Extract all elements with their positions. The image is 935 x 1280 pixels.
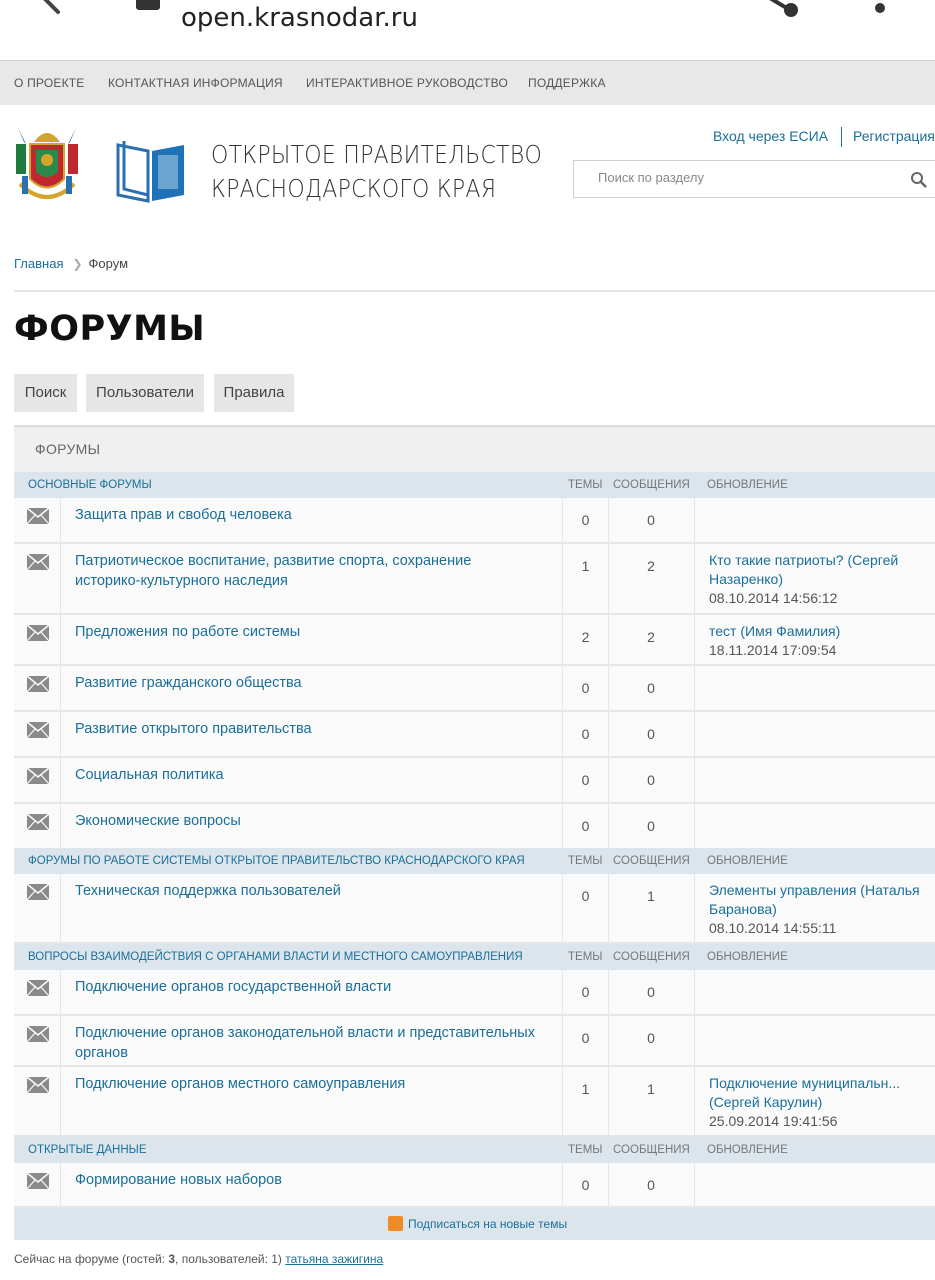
- rss-icon: [388, 1216, 403, 1231]
- brand-line-1: ОТКРЫТОЕ ПРАВИТЕЛЬСТВО: [211, 140, 543, 169]
- section-search-box: [573, 160, 935, 198]
- col-messages: СООБЩЕНИЯ: [613, 951, 690, 963]
- nav-support[interactable]: ПОДДЕРЖКА: [528, 76, 606, 90]
- envelope-icon: [14, 1067, 61, 1135]
- messages-cell: [608, 615, 695, 664]
- register-link[interactable]: Регистрация: [853, 128, 935, 144]
- messages-count: 0: [647, 512, 655, 528]
- forum-section-header: [14, 944, 935, 970]
- messages-count: 0: [647, 726, 655, 742]
- divider: [14, 290, 935, 292]
- online-user-link[interactable]: татьяна зажигина: [285, 1252, 384, 1266]
- chevron-right-icon: ❯: [72, 257, 83, 271]
- section-name[interactable]: ФОРУМЫ ПО РАБОТЕ СИСТЕМЫ ОТКРЫТОЕ ПРАВИТЕЛЬСТВО КРАСНОДАРСКОГО КРАЯ: [28, 855, 525, 867]
- forum-section-header: [14, 848, 935, 874]
- forum-title-link[interactable]: Подключение органов государственной власти: [75, 979, 392, 995]
- subscribe-link[interactable]: Подписаться на новые темы: [408, 1217, 568, 1231]
- topics-count: 0: [581, 1030, 590, 1046]
- topics-cell: [562, 758, 609, 802]
- messages-count: 1: [647, 888, 655, 904]
- last-update-link[interactable]: Элементы управления (Наталья Баранова): [709, 882, 920, 917]
- col-topics: ТЕМЫ: [568, 855, 603, 867]
- messages-count: 0: [647, 984, 655, 1000]
- breadcrumb-current: Форум: [88, 256, 129, 271]
- tabs-icon[interactable]: [136, 0, 160, 10]
- online-guests-count: 3: [168, 1252, 176, 1266]
- site-brand[interactable]: [211, 138, 542, 206]
- envelope-icon: [14, 1163, 61, 1206]
- last-update-link[interactable]: тест (Имя Фамилия): [709, 623, 841, 639]
- envelope-icon: [14, 804, 61, 848]
- forum-title-link[interactable]: Формирование новых наборов: [75, 1172, 282, 1188]
- messages-count: 1: [647, 1081, 655, 1097]
- forum-title-link[interactable]: Подключение органов местного самоуправления: [75, 1076, 406, 1092]
- topics-cell: [562, 970, 609, 1014]
- topics-count: 0: [581, 818, 590, 834]
- topics-cell: [562, 544, 609, 613]
- envelope-icon: [14, 712, 61, 756]
- topics-count: 2: [581, 629, 590, 645]
- book-logo-icon[interactable]: [114, 137, 188, 203]
- col-topics: ТЕМЫ: [568, 951, 603, 963]
- messages-cell: [608, 712, 695, 756]
- forum-title-link[interactable]: Защита прав и свобод человека: [75, 507, 292, 523]
- forum-title-link[interactable]: Развитие гражданского общества: [75, 675, 302, 691]
- last-update: [709, 1074, 935, 1131]
- forum-row: [14, 970, 935, 1016]
- forum-title-link[interactable]: Техническая поддержка пользователей: [75, 883, 341, 899]
- section-name[interactable]: ОСНОВНЫЕ ФОРУМЫ: [28, 479, 152, 491]
- search-button[interactable]: Поиск: [14, 374, 77, 412]
- topics-count: 0: [581, 1177, 590, 1193]
- forum-row: [14, 1163, 935, 1208]
- forum-row: [14, 615, 935, 666]
- back-arrow-icon[interactable]: [30, 0, 70, 18]
- topics-cell: [562, 1016, 609, 1065]
- messages-cell: [608, 874, 695, 942]
- col-messages: СООБЩЕНИЯ: [613, 479, 690, 491]
- messages-cell: [608, 666, 695, 710]
- online-users: [14, 1252, 383, 1266]
- messages-count: 0: [647, 1030, 655, 1046]
- col-topics: ТЕМЫ: [568, 1144, 603, 1156]
- topics-cell: [562, 874, 609, 942]
- forum-row: [14, 758, 935, 804]
- page-title: ФОРУМЫ: [14, 309, 206, 349]
- topics-cell: [562, 666, 609, 710]
- messages-cell: [608, 1016, 695, 1065]
- forum-row: [14, 712, 935, 758]
- forums-panel-header: [14, 425, 935, 473]
- messages-cell: [608, 1067, 695, 1135]
- last-update-date: 18.11.2014 17:09:54: [709, 642, 837, 658]
- forum-row: [14, 666, 935, 712]
- last-update-date: 08.10.2014 14:56:12: [709, 590, 838, 606]
- forum-row: [14, 804, 935, 850]
- last-update-link[interactable]: Кто такие патриоты? (Сергей Назаренко): [709, 552, 899, 587]
- online-middle: , пользователей: 1): [175, 1252, 286, 1266]
- messages-count: 0: [647, 680, 655, 696]
- topics-cell: [562, 1163, 609, 1206]
- forum-title-link[interactable]: Социальная политика: [75, 767, 224, 783]
- col-update: ОБНОВЛЕНИЕ: [707, 479, 788, 491]
- panel-title: ФОРУМЫ: [35, 441, 101, 457]
- topics-cell: [562, 498, 609, 542]
- envelope-icon: [14, 970, 61, 1014]
- address-url[interactable]: open.krasnodar.ru: [181, 3, 418, 33]
- nav-guide[interactable]: ИНТЕРАКТИВНОЕ РУКОВОДСТВО: [306, 76, 509, 90]
- topics-cell: [562, 1067, 609, 1135]
- forum-title-link[interactable]: Предложения по работе системы: [75, 624, 301, 640]
- envelope-icon: [14, 498, 61, 542]
- last-update-link[interactable]: Подключение муниципальн... (Сергей Карулин): [709, 1075, 901, 1110]
- section-name[interactable]: ОТКРЫТЫЕ ДАННЫЕ: [28, 1144, 147, 1156]
- messages-count: 2: [647, 558, 655, 574]
- envelope-icon: [14, 1016, 61, 1065]
- col-update: ОБНОВЛЕНИЕ: [707, 951, 788, 963]
- rules-button[interactable]: Правила: [214, 374, 294, 412]
- breadcrumb-home[interactable]: Главная: [14, 256, 64, 271]
- last-update: [709, 551, 935, 608]
- topics-count: 0: [581, 726, 590, 742]
- esia-login-link[interactable]: Вход через ЕСИА: [713, 128, 829, 144]
- topics-cell: [562, 712, 609, 756]
- users-button[interactable]: Пользователи: [86, 374, 204, 412]
- envelope-icon: [14, 874, 61, 942]
- envelope-icon: [14, 615, 61, 664]
- envelope-icon: [14, 666, 61, 710]
- forum-row: [14, 544, 935, 615]
- messages-count: 0: [647, 1177, 655, 1193]
- forum-title-link[interactable]: Подключение органов законодательной власти и представительных органов: [75, 1025, 535, 1061]
- forum-row: [14, 874, 935, 944]
- forum-title-link[interactable]: Экономические вопросы: [75, 813, 241, 829]
- envelope-icon: [14, 544, 61, 613]
- topics-count: 1: [581, 558, 590, 574]
- online-prefix: Сейчас на форуме (гостей:: [14, 1252, 169, 1266]
- messages-cell: [608, 1163, 695, 1206]
- topics-count: 0: [581, 512, 590, 528]
- brand-line-2: КРАСНОДАРСКОГО КРАЯ: [211, 174, 497, 203]
- forum-row: [14, 1016, 935, 1067]
- breadcrumb: [14, 256, 128, 271]
- topics-cell: [562, 804, 609, 848]
- last-update-date: 08.10.2014 14:55:11: [709, 920, 837, 936]
- nav-contacts[interactable]: КОНТАКТНАЯ ИНФОРМАЦИЯ: [108, 76, 283, 90]
- messages-count: 0: [647, 818, 655, 834]
- messages-cell: [608, 804, 695, 848]
- browser-address-bar: [0, 0, 935, 61]
- section-name[interactable]: ВОПРОСЫ ВЗАИМОДЕЙСТВИЯ С ОРГАНАМИ ВЛАСТИ И МЕСТНОГО САМОУПРАВЛЕНИЯ: [28, 951, 523, 963]
- topics-cell: [562, 615, 609, 664]
- col-messages: СООБЩЕНИЯ: [613, 1144, 690, 1156]
- topics-count: 0: [581, 772, 590, 788]
- subscribe-bar: [14, 1208, 935, 1240]
- topics-count: 0: [581, 888, 590, 904]
- messages-count: 2: [647, 629, 655, 645]
- coat-of-arms-icon[interactable]: [14, 124, 80, 210]
- last-update: [709, 622, 935, 660]
- messages-count: 0: [647, 772, 655, 788]
- topics-count: 1: [581, 1081, 590, 1097]
- last-update: [709, 881, 935, 938]
- messages-cell: [608, 498, 695, 542]
- search-input[interactable]: [598, 170, 898, 185]
- forum-title-link[interactable]: Развитие открытого правительства: [75, 721, 312, 737]
- col-messages: СООБЩЕНИЯ: [613, 855, 690, 867]
- forum-title-link[interactable]: Патриотическое воспитание, развитие спорта, сохранение историко-культурного наследия: [75, 553, 472, 589]
- share-icon[interactable]: [755, 0, 815, 20]
- more-icon[interactable]: [875, 3, 885, 13]
- nav-about[interactable]: О ПРОЕКТЕ: [14, 76, 85, 90]
- forum-row: [14, 1067, 935, 1137]
- topics-count: 0: [581, 984, 590, 1000]
- search-icon[interactable]: [910, 171, 928, 189]
- messages-cell: [608, 544, 695, 613]
- envelope-icon: [14, 758, 61, 802]
- col-update: ОБНОВЛЕНИЕ: [707, 855, 788, 867]
- forum-section-header: [14, 472, 935, 498]
- messages-cell: [608, 970, 695, 1014]
- top-navigation: [0, 61, 935, 105]
- topics-count: 0: [581, 680, 590, 696]
- forum-section-header: [14, 1137, 935, 1163]
- messages-cell: [608, 758, 695, 802]
- last-update-date: 25.09.2014 19:41:56: [709, 1113, 838, 1129]
- col-update: ОБНОВЛЕНИЕ: [707, 1144, 788, 1156]
- col-topics: ТЕМЫ: [568, 479, 603, 491]
- forum-row: [14, 498, 935, 544]
- auth-divider: [841, 127, 842, 147]
